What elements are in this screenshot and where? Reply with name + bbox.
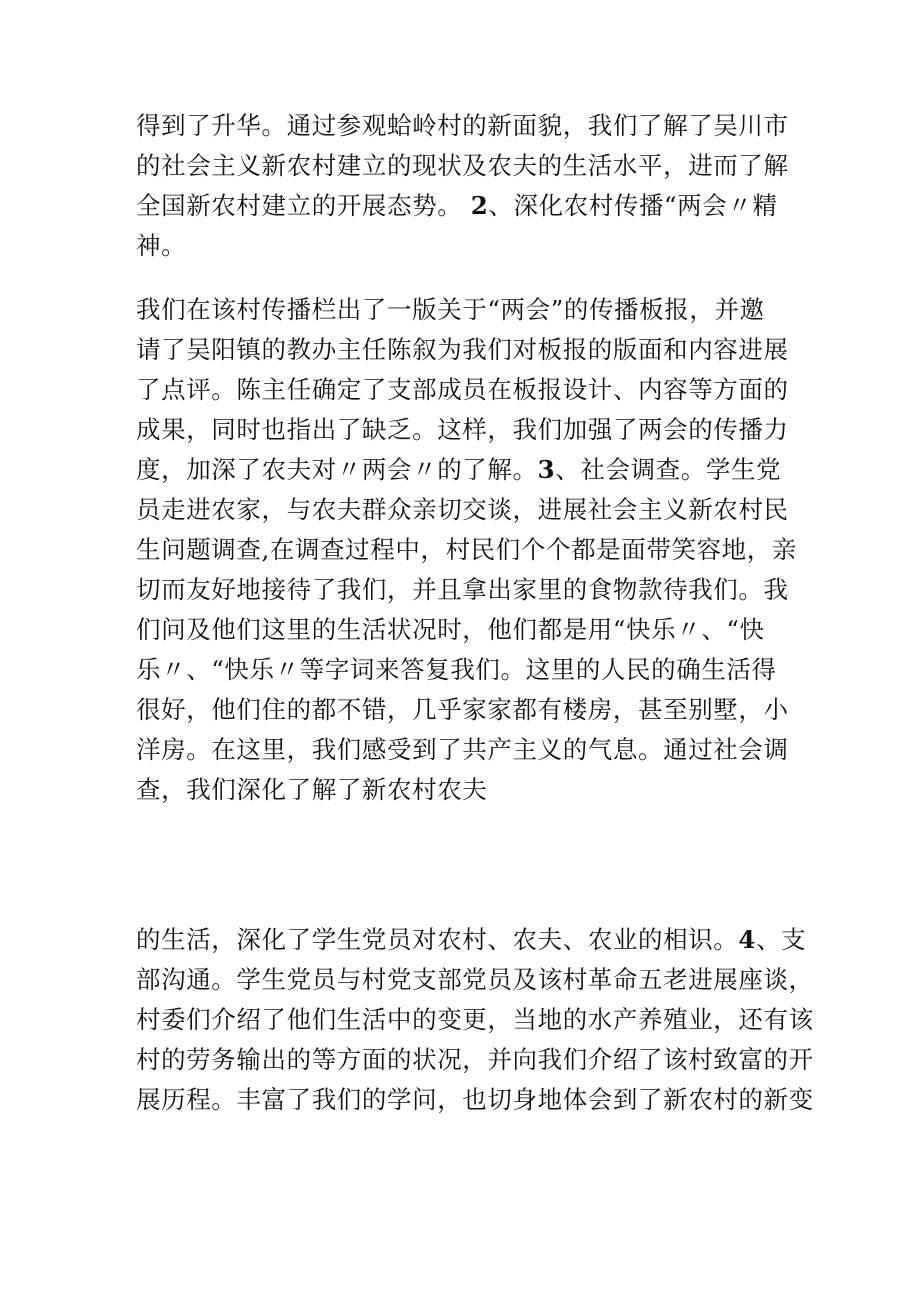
text-line: 很好，他们住的都不错，几乎家家都有楼房，甚至别墅，小	[136, 695, 789, 724]
text-line: 请了吴阳镇的教办主任陈叙为我们对板报的版面和内容进展	[136, 335, 789, 364]
text-line: 成果，同时也指出了缺乏。这样，我们加强了两会的传播力	[136, 415, 789, 444]
text-line: 部沟通。学生党员与村党支部党员及该村革命五老进展座谈，	[136, 965, 814, 994]
text-line: 度，加深了农夫对〃两会〃的了解。3、社会调查。学生党	[136, 455, 782, 484]
section-number: 3	[537, 455, 556, 484]
text-line: 村的劳务输出的等方面的状况，并向我们介绍了该村致富的开	[136, 1045, 814, 1074]
text-line: 全国新农村建立的开展态势。 2、深化农村传播“两会〃精	[136, 191, 778, 220]
paragraph-2	[136, 290, 796, 810]
text-line: 我们在该村传播栏出了一版关于“两会”的传播板报，并邀	[136, 295, 765, 324]
text-line: 查，我们深化了解了新农村农夫	[136, 775, 488, 804]
text-line: 神。	[136, 231, 187, 260]
text-line: 切而友好地接待了我们，并且拿出家里的食物款待我们。我	[136, 575, 789, 604]
text-line: 生问题调查,在调查过程中，村民们个个都是面带笑容地，亲	[136, 535, 797, 564]
section-number: 2	[470, 191, 489, 220]
paragraph-1	[136, 106, 796, 266]
text-line: 了点评。陈主任确定了支部成员在板报设计、内容等方面的	[136, 375, 789, 404]
paragraph-3	[136, 920, 814, 1120]
text-line: 洋房。在这里，我们感受到了共产主义的气息。通过社会调	[136, 735, 789, 764]
text-line: 得到了升华。通过参观蛤岭村的新面貌，我们了解了吴川市	[136, 111, 789, 140]
text-line: 员走进农家，与农夫群众亲切交谈，进展社会主义新农村民	[136, 495, 789, 524]
text-line: 的生活，深化了学生党员对农村、农夫、农业的相识。4、支	[136, 925, 807, 954]
section-number: 4	[738, 925, 757, 954]
text-line: 乐〃、“快乐〃等字词来答复我们。这里的人民的确生活得	[136, 655, 777, 684]
text-line: 展历程。丰富了我们的学问，也切身地体会到了新农村的新变	[136, 1085, 814, 1114]
text-line: 的社会主义新农村建立的现状及农夫的生活水平，进而了解	[136, 151, 789, 180]
text-line: 们问及他们这里的生活状况时，他们都是用“快乐〃、“快	[136, 615, 765, 644]
text-line: 村委们介绍了他们生活中的变更，当地的水产养殖业，还有该	[136, 1005, 814, 1034]
